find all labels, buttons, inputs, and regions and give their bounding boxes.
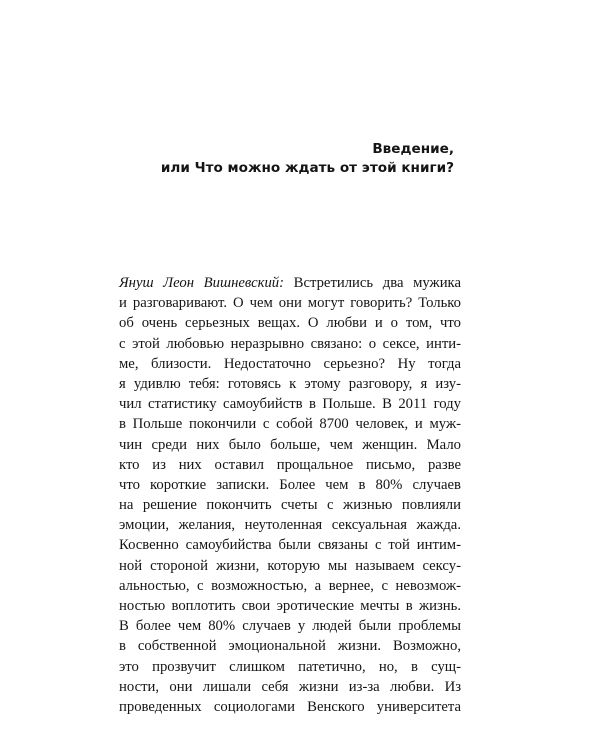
text-line: проведенных социологами Венского университета [119, 698, 461, 715]
paragraph-first-line [119, 273, 461, 293]
text-line: об очень серьезных вещах. О любви и о том, что [119, 315, 461, 332]
text-line: ме, близости. Недостаточно серьезно? Ну тогда [119, 355, 461, 372]
text-line: на решение покончить счеты с жизнью повлияли [119, 497, 461, 514]
text-line: альностью, с возможностью, а вернее, с невозмож- [119, 577, 461, 594]
first-line-text: Встретились два мужика [293, 275, 461, 291]
text-line: чил статистику самоубийств в Польше. В 2011 году [119, 396, 461, 413]
text-line: В более чем 80% случаев у людей были проблемы [119, 618, 461, 635]
text-line: кто из них оставил прощальное письмо, разве [119, 456, 461, 473]
chapter-title: Введение, [372, 141, 454, 157]
text-line: эмоции, желания, неутоленная сексуальная жажда. [119, 517, 461, 534]
chapter-subtitle: или Что можно ждать от этой книги? [160, 160, 454, 176]
text-line: это прозвучит слишком патетично, но, в сущ- [119, 658, 461, 675]
text-line: ности, они лишали себя жизни из-за любви. Из [119, 678, 461, 695]
text-line: ной стороной жизни, которую мы называем сексу- [119, 557, 461, 574]
text-line: что короткие записки. Более чем в 80% случаев [119, 476, 461, 493]
text-line: ностью воплотить свои эротические мечты в жизнь. [119, 598, 461, 614]
text-line: в собственной эмоциональной жизни. Возможно, [119, 638, 461, 655]
text-line: в Польше покончили с собой 8700 человек, и муж- [119, 416, 461, 433]
speaker-name: Януш Леон Вишневский: [119, 275, 285, 291]
text-line: с этой любовью неразрывно связано: о сексе, инти- [119, 335, 461, 352]
body-paragraph [119, 273, 461, 717]
text-line: чин среди них было больше, чем женщин. Мало [119, 436, 461, 453]
text-line: и разговаривают. О чем они могут говорить? Только [119, 295, 461, 312]
text-line: Косвенно самоубийства были связаны с той интим- [119, 537, 461, 554]
chapter-heading [119, 140, 454, 178]
text-line: я удивлю тебя: готовясь к этому разговору, я изу- [119, 375, 461, 392]
